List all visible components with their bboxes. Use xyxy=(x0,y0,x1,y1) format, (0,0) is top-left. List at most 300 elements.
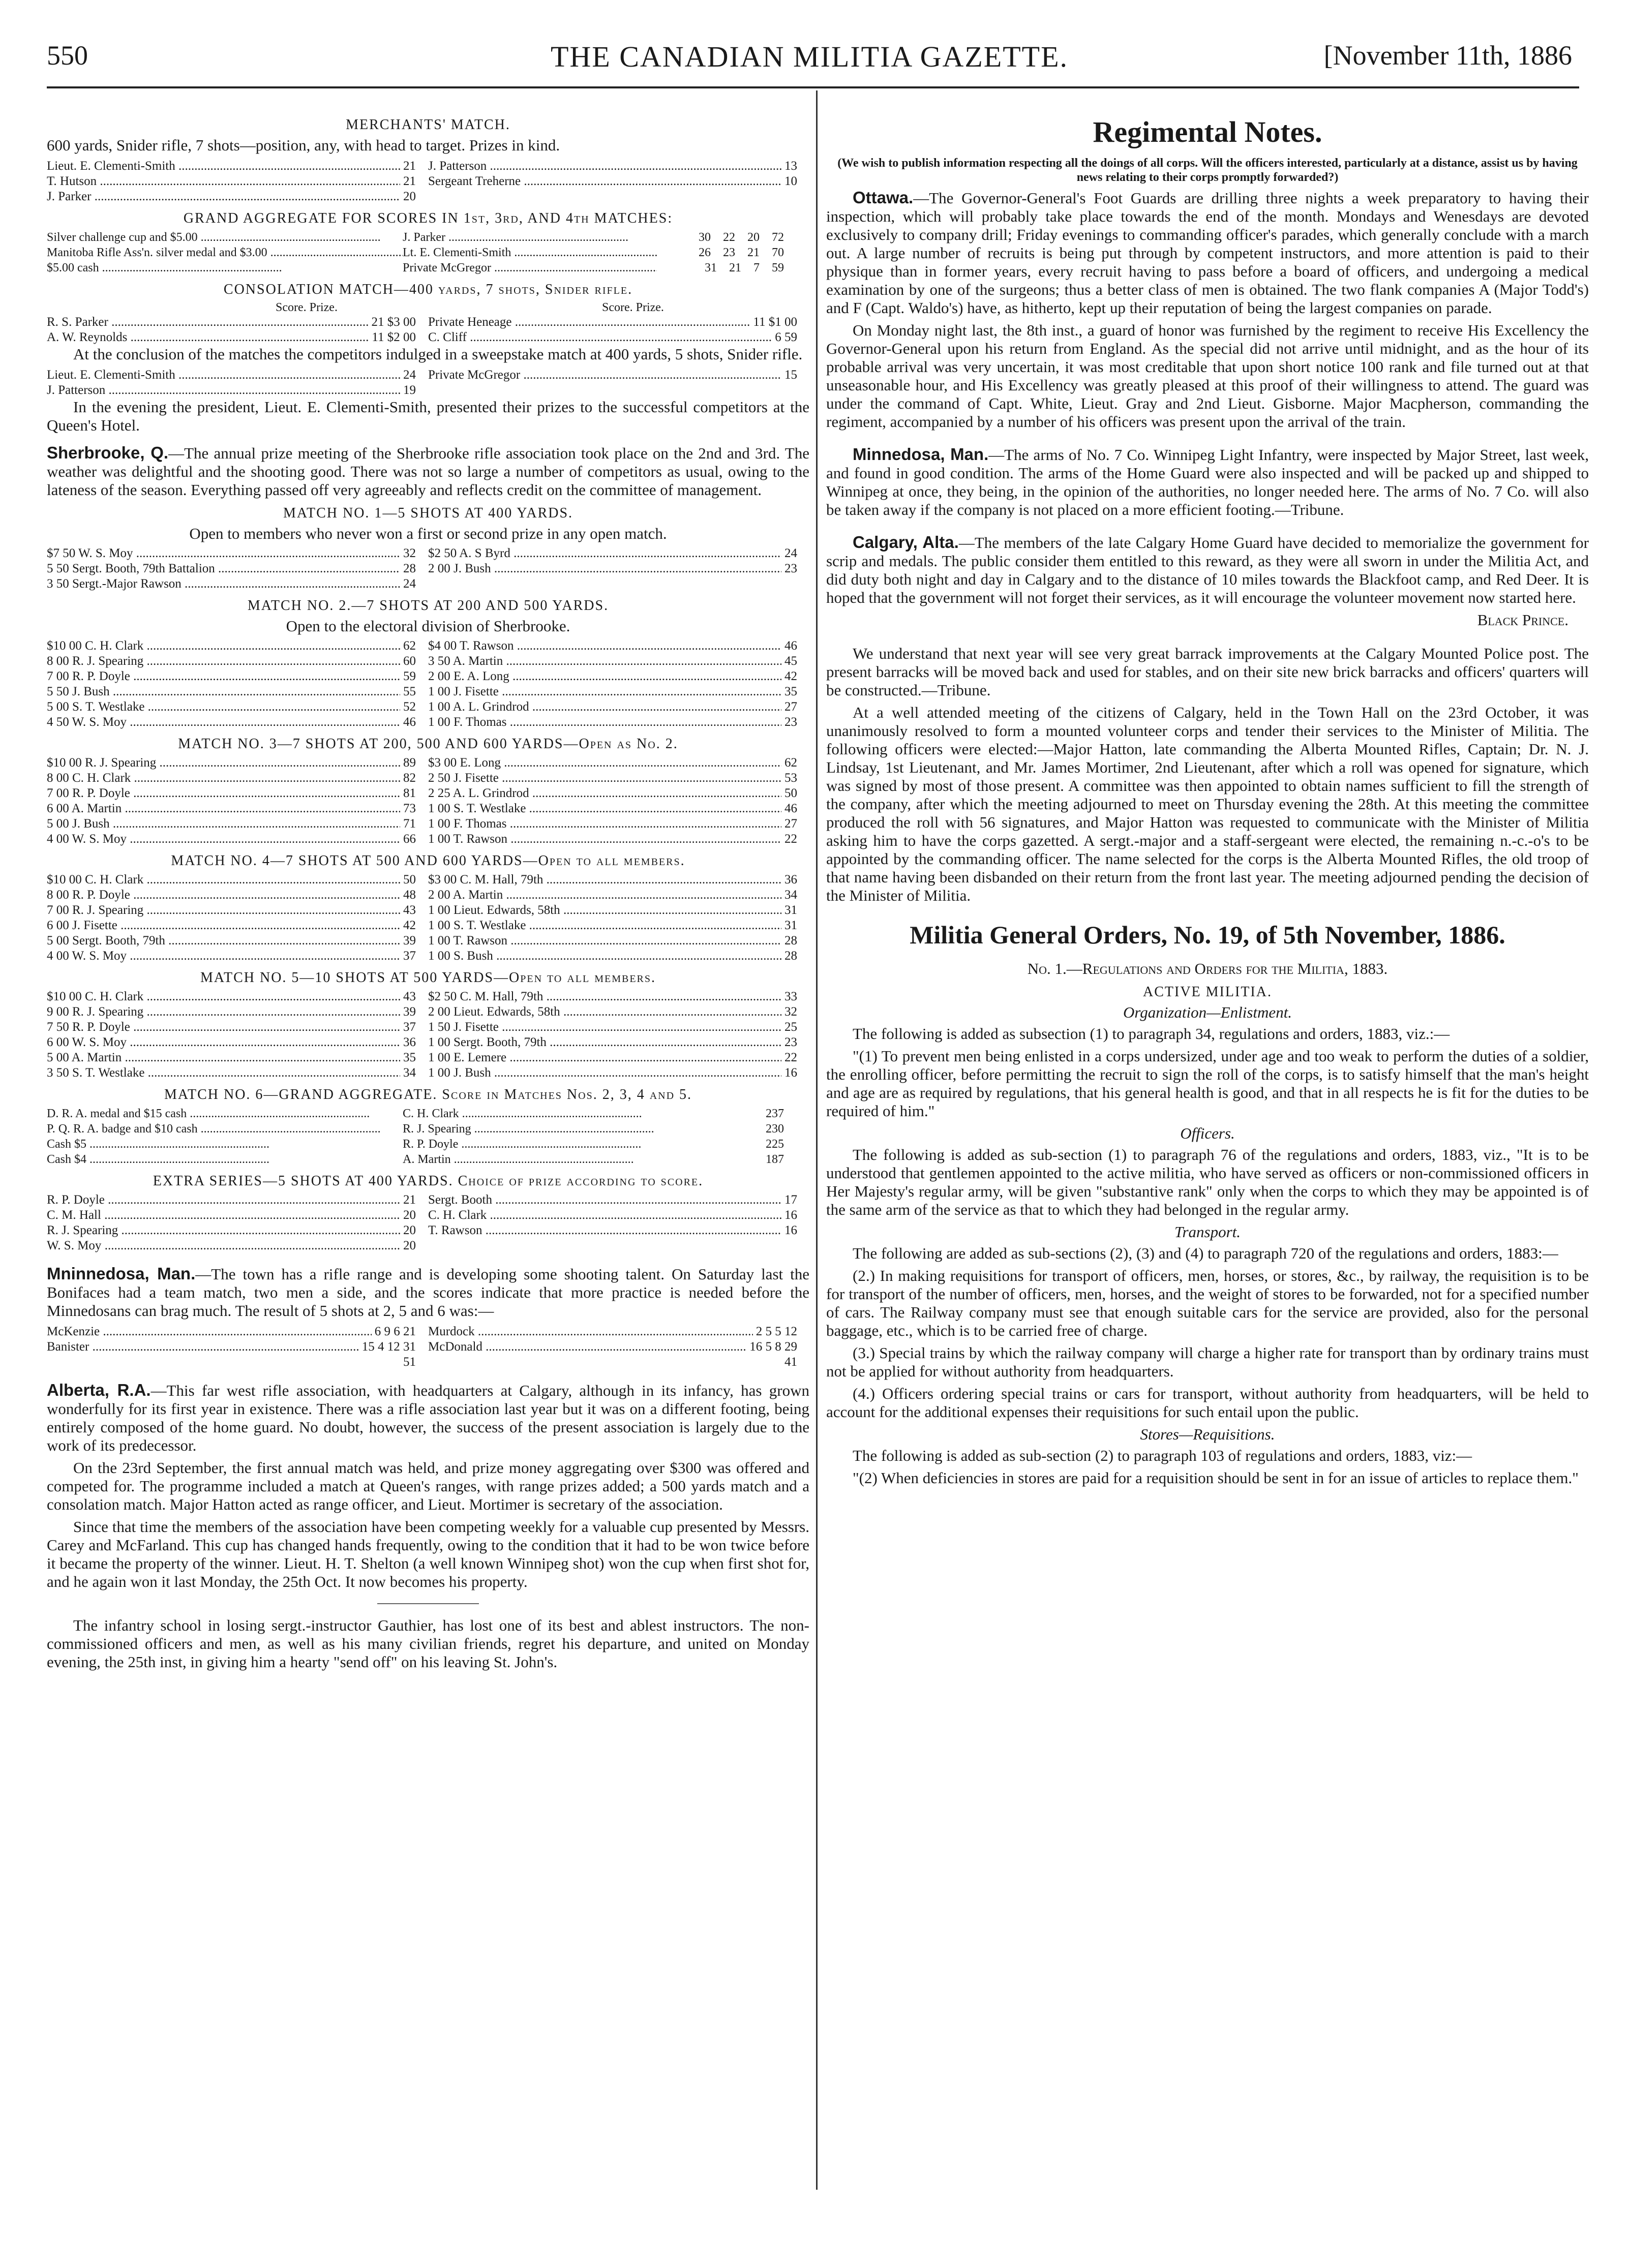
match2-subtitle: Open to the electoral division of Sherbrooke. xyxy=(286,617,570,635)
match2-table xyxy=(47,638,809,730)
competitor-name: 7 50 R. P. Doyle ..... xyxy=(47,1020,400,1035)
competitor-name: McDonald ..... xyxy=(428,1339,746,1355)
merchants-title: MERCHANTS' MATCH. xyxy=(346,117,510,133)
competitor-name: 6 00 J. Fisette ..... xyxy=(47,918,400,933)
competitor-name: Sergt. Booth ..... xyxy=(428,1192,781,1208)
score-value: 225 xyxy=(766,1138,784,1151)
score-entry-left xyxy=(47,1020,428,1035)
score-entry-left xyxy=(47,561,428,576)
score-entry-left xyxy=(47,989,428,1004)
competitor-name: $3 00 E. Long ..... xyxy=(428,755,781,771)
score-entry-right xyxy=(428,918,809,933)
active-militia: ACTIVE MILITIA. xyxy=(1143,984,1272,1000)
match3-title: MATCH NO. 3—7 SHOTS AT 200, 500 AND 600 YARDS—Open as No. 2. xyxy=(178,736,678,752)
match6-title: MATCH NO. 6—GRAND AGGREGATE. Score in Matches Nos. 2, 3, 4 and 5. xyxy=(164,1087,692,1102)
score-entry-left xyxy=(47,715,428,730)
competitor-name: 5 00 Sergt. Booth, 79th ..... xyxy=(47,933,400,948)
score-value: 13 xyxy=(784,159,797,173)
competitor-name: Private Heneage ..... xyxy=(428,315,750,330)
score-entry-right xyxy=(428,315,809,330)
score-entry-left xyxy=(47,546,428,561)
score-row xyxy=(47,771,809,786)
prize: Cash $5 ..... xyxy=(47,1137,403,1152)
score-entry-right xyxy=(428,933,809,948)
score-value: 28 xyxy=(784,949,797,963)
competitor-name: $10 00 R. J. Spearing ..... xyxy=(47,755,400,771)
transport-p3: (3.) Special trains by which the railway company will charge a higher rate for transport than by ordinary trains must not be applied for without authority from headquarters. xyxy=(826,1344,1589,1380)
score-entry-left xyxy=(47,654,428,669)
score-row xyxy=(47,989,809,1004)
grand-aggregate-table xyxy=(47,230,809,275)
score-entry-left xyxy=(47,887,428,903)
competitor-name: 2 00 A. Martin ..... xyxy=(428,887,781,903)
score-row xyxy=(47,330,809,345)
score-row xyxy=(47,1324,809,1339)
score-entry-right xyxy=(428,669,809,684)
score-entry-left xyxy=(47,1339,428,1355)
score-value: 36 xyxy=(403,1035,416,1049)
score-entry-right xyxy=(428,1192,809,1208)
score-entry-left xyxy=(47,638,428,654)
minnedosa-note-text: —The arms of No. 7 Co. Winnipeg Light Infantry, were inspected by Major Street, last week, and found in good condition. The arms of the Home Guard were also inspected and will be packed up and shipped to Winnipeg at once, they being, in the opinion of the authorities, no longer needed here. The arms of No. 7 Co. will also be taken away if the company is not placed on a more efficient footing.—Tribune. xyxy=(826,446,1589,518)
competitor-name: 7 00 R. P. Doyle ..... xyxy=(47,786,400,801)
score-entry-right xyxy=(428,771,809,786)
score-value: 82 xyxy=(403,771,416,785)
total-right: 41 xyxy=(784,1355,797,1369)
competitor-name: Lt. E. Clementi-Smith ..... xyxy=(403,245,657,260)
score-value: 37 xyxy=(403,949,416,963)
score-value: 31 xyxy=(784,903,797,917)
competitor-name: C. Cliff ..... xyxy=(428,330,772,345)
competitor-name: $2 50 A. S Byrd ..... xyxy=(428,546,781,561)
score-value: 6 9 6 21 xyxy=(374,1325,416,1338)
score-value: 46 xyxy=(784,639,797,653)
score-value: 48 xyxy=(403,888,416,902)
score-entry-left xyxy=(47,872,428,887)
score-entry-left xyxy=(47,315,428,330)
score-entry-right xyxy=(428,1339,809,1355)
left-column xyxy=(47,111,809,1675)
score-row xyxy=(47,561,809,576)
score-row xyxy=(47,903,809,918)
score-value: 36 xyxy=(784,873,797,886)
competitor-name: $10 00 C. H. Clark ..... xyxy=(47,872,400,887)
score-value: 28 xyxy=(784,934,797,947)
competitor-name: McKenzie ..... xyxy=(47,1324,372,1339)
score-value: 35 xyxy=(403,1051,416,1064)
competitor-name: $3 00 C. M. Hall, 79th ..... xyxy=(428,872,781,887)
score-value: 21 xyxy=(403,1193,416,1207)
competitor-name: Banister ..... xyxy=(47,1339,359,1355)
score-entry-left xyxy=(47,1192,428,1208)
competitor-name: Lieut. E. Clementi-Smith ..... xyxy=(47,159,400,174)
competitor-name: Murdock ..... xyxy=(428,1324,753,1339)
score-entry-right xyxy=(428,1324,809,1339)
competitor-name: 8 00 R. P. Doyle ..... xyxy=(47,887,400,903)
header-rule xyxy=(47,86,1579,88)
score-value: 23 xyxy=(784,562,797,575)
competitor-name: 7 00 R. J. Spearing ..... xyxy=(47,903,400,918)
score-row xyxy=(47,315,809,330)
score-value: 16 xyxy=(784,1208,797,1222)
score-value: 11 $2 00 xyxy=(372,330,416,344)
general-orders-no1: No. 1.—Regulations and Orders for the Militia, 1883. xyxy=(1027,960,1388,977)
competitor-name: W. S. Moy ..... xyxy=(47,1238,400,1253)
masthead-title: THE CANADIAN MILITIA GAZETTE. xyxy=(550,40,1069,73)
score-entry-left xyxy=(47,576,428,592)
competitor-name: J. Parker ..... xyxy=(403,230,657,245)
score-value: 43 xyxy=(403,903,416,917)
competitor-name: T. Rawson ..... xyxy=(428,1223,781,1238)
score-value: 20 xyxy=(403,190,416,203)
aggregate-row xyxy=(47,260,809,275)
score-entry-left xyxy=(47,933,428,948)
score-value: 22 xyxy=(784,832,797,846)
score-value: 17 xyxy=(784,1193,797,1207)
score-row xyxy=(47,715,809,730)
column-divider xyxy=(816,90,818,2190)
score-row xyxy=(47,872,809,887)
competitor-name: 2 50 J. Fisette ..... xyxy=(428,771,781,786)
score-header-left: Score. Prize. xyxy=(276,301,338,314)
score-row xyxy=(47,174,809,189)
competitor-name: 3 50 Sergt.-Major Rawson ..... xyxy=(47,576,400,592)
score-entry-left xyxy=(47,699,428,715)
minnedosa-totals xyxy=(47,1355,809,1370)
score-value: 37 xyxy=(403,1020,416,1034)
score-entry-left xyxy=(47,832,428,847)
sherbrooke-heading: Sherbrooke, Q. xyxy=(47,443,169,462)
score-value: 53 xyxy=(784,771,797,785)
prize: D. R. A. medal and $15 cash ..... xyxy=(47,1106,403,1121)
score-entry-left xyxy=(47,684,428,699)
score-row xyxy=(47,699,809,715)
ottawa-paragraph xyxy=(826,189,1589,317)
score-entry-left xyxy=(47,755,428,771)
score-value: 230 xyxy=(766,1122,784,1136)
minnedosa-heading: Mninnedosa, Man. xyxy=(47,1264,196,1283)
score-header xyxy=(47,301,809,315)
score-entry-right xyxy=(428,684,809,699)
merchants-table xyxy=(47,159,809,204)
score-value: 50 xyxy=(784,786,797,800)
score-row xyxy=(47,1020,809,1035)
competitor-name: Private McGregor ..... xyxy=(403,260,657,275)
competitor-name: R. J. Spearing ..... xyxy=(403,1121,657,1137)
calgary-paragraph xyxy=(826,533,1589,607)
score-value: 32 xyxy=(403,546,416,560)
score-entry-right xyxy=(428,887,809,903)
aggregate-row xyxy=(47,1121,809,1137)
score-row xyxy=(47,1339,809,1355)
prize: Silver challenge cup and $5.00 ..... xyxy=(47,230,403,245)
score-entry-left xyxy=(47,174,428,189)
competitor-name: 1 00 Lieut. Edwards, 58th ..... xyxy=(428,903,781,918)
score-value: 22 xyxy=(784,1051,797,1064)
competitor-name: 3 50 S. T. Westlake ..... xyxy=(47,1065,400,1081)
extra-series-title: EXTRA SERIES—5 SHOTS AT 400 YARDS. Choice of prize according to score. xyxy=(153,1173,704,1189)
match5-title: MATCH NO. 5—10 SHOTS AT 500 YARDS—Open to all members. xyxy=(200,970,656,986)
score-value: 2 5 5 12 xyxy=(756,1325,797,1338)
issue-date: [November 11th, 1886 xyxy=(1323,40,1572,71)
score-entry-right xyxy=(428,755,809,771)
match1-subtitle: Open to members who never won a first or second prize in any open match. xyxy=(189,525,667,542)
barrack-paragraph: We understand that next year will see very great barrack improvements at the Calgary Mounted Police post. The present barracks will be moved back and used for stables, and on their site new brick barracks and officers' quarters will be constructed.—Tribune. xyxy=(826,645,1589,699)
score-value: 16 5 8 29 xyxy=(749,1340,797,1354)
editor-note: (We wish to publish information respecting all the doings of all corps. Will the officers interested, particularly at a distance, assist us by having news relating to their corps promptly forwarded?) xyxy=(837,157,1578,184)
score-entry-left xyxy=(47,1238,428,1253)
score-value: 62 xyxy=(403,639,416,653)
score-row xyxy=(47,918,809,933)
competitor-name: 5 00 J. Bush ..... xyxy=(47,816,400,832)
score-value: 45 xyxy=(784,654,797,668)
score-entry-right xyxy=(428,948,809,964)
score-value: 20 xyxy=(403,1239,416,1252)
score-value: 59 xyxy=(403,669,416,683)
organization-heading: Organization—Enlistment. xyxy=(1123,1003,1292,1021)
score-entry-left xyxy=(47,786,428,801)
score-entry-right xyxy=(428,330,809,345)
score-entry-right xyxy=(428,576,809,592)
score-value: 16 xyxy=(784,1223,797,1237)
score-value: 15 4 12 31 xyxy=(361,1340,416,1354)
match4-title: MATCH NO. 4—7 SHOTS AT 500 AND 600 YARDS—Open to all members. xyxy=(171,853,685,869)
calgary-heading: Calgary, Alta. xyxy=(853,533,959,551)
match5-table xyxy=(47,989,809,1081)
minnedosa-paragraph xyxy=(47,1265,809,1320)
general-orders-title: Militia General Orders, No. 19, of 5th November, 1886. xyxy=(910,921,1505,949)
score-entry-right xyxy=(428,159,809,174)
score-entry-left xyxy=(47,903,428,918)
competitor-name: 7 00 R. P. Doyle ..... xyxy=(47,669,400,684)
score-value: 46 xyxy=(784,802,797,815)
score-entry-left xyxy=(47,1035,428,1050)
score-row xyxy=(47,887,809,903)
competitor-name: 1 00 A. L. Grindrod ..... xyxy=(428,699,781,715)
score-value: 46 xyxy=(403,715,416,729)
regimental-notes-title: Regimental Notes. xyxy=(1093,115,1322,148)
score-value: 31 xyxy=(784,918,797,932)
score-value: 52 xyxy=(403,700,416,714)
aggregate-row xyxy=(47,230,809,245)
score-value: 28 xyxy=(403,562,416,575)
score-entry-right xyxy=(428,699,809,715)
competitor-name: 2 00 E. A. Long ..... xyxy=(428,669,781,684)
competitor-name: 1 00 F. Thomas ..... xyxy=(428,816,781,832)
competitor-name: R. P. Doyle ..... xyxy=(47,1192,400,1208)
score-value: 237 xyxy=(766,1107,784,1120)
score-value: 31 21 7 59 xyxy=(705,261,784,274)
score-entry-left xyxy=(47,383,428,398)
competitor-name: 6 00 A. Martin ..... xyxy=(47,801,400,816)
score-row xyxy=(47,638,809,654)
score-entry-left xyxy=(47,1223,428,1238)
competitor-name: 4 00 W. S. Moy ..... xyxy=(47,832,400,847)
score-entry-left xyxy=(47,189,428,204)
competitor-name: C. M. Hall ..... xyxy=(47,1208,400,1223)
score-entry-right xyxy=(428,903,809,918)
competitor-name: 8 00 C. H. Clark ..... xyxy=(47,771,400,786)
score-value: 89 xyxy=(403,756,416,770)
ottawa-paragraph-2: On Monday night last, the 8th inst., a guard of honor was furnished by the regiment to receive His Excellency the Governor-General upon his return from England. As the special did not arrive until midnight, and as the hour of its probable arrival was very uncertain, it was most creditable that upon short notice 100 rank and file turned out at that unseasonable hour, and His Excellency was greatly pleased at this proof of their willingness to attend. The guard was under the command of Capt. White, Lieut. Gray and 2nd Lieut. Gisborne. Major Macpherson, commanding the regiment, accompanied by a number of his officers was present upon the arrival of the train. xyxy=(826,321,1589,431)
score-entry-left xyxy=(47,771,428,786)
score-entry-left xyxy=(47,1004,428,1020)
score-entry-right xyxy=(428,189,809,204)
match2-title: MATCH NO. 2.—7 SHOTS AT 200 AND 500 YARDS. xyxy=(247,598,609,614)
score-header-right: Score. Prize. xyxy=(601,301,664,314)
prize: Cash $4 ..... xyxy=(47,1152,403,1167)
score-row xyxy=(47,1208,809,1223)
stores-p2: "(2) When deficiencies in stores are paid for a requisition should be sent in for an issue of articles to replace them." xyxy=(853,1469,1579,1487)
score-value: 50 xyxy=(403,873,416,886)
score-entry-right xyxy=(428,872,809,887)
competitor-name: 5 50 Sergt. Booth, 79th Battalion ..... xyxy=(47,561,400,576)
competitor-name: Sergeant Treherne ..... xyxy=(428,174,781,189)
competitor-name: 1 00 T. Rawson ..... xyxy=(428,933,781,948)
score-row xyxy=(47,159,809,174)
transport-p1: The following are added as sub-sections (2), (3) and (4) to paragraph 720 of the regulations and orders, 1883:— xyxy=(853,1244,1558,1262)
competitor-name: 1 00 T. Rawson ..... xyxy=(428,832,781,847)
prize: P. Q. R. A. badge and $10 cash ..... xyxy=(47,1121,403,1137)
score-entry-left xyxy=(47,1208,428,1223)
score-value: 21 xyxy=(403,159,416,173)
match1-table xyxy=(47,546,809,592)
score-entry-left xyxy=(47,948,428,964)
competitor-name: 2 25 A. L. Grindrod ..... xyxy=(428,786,781,801)
competitor-name: $2 50 C. M. Hall, 79th ..... xyxy=(428,989,781,1004)
minnedosa-note-heading: Minnedosa, Man. xyxy=(853,445,989,464)
score-entry-right xyxy=(428,1065,809,1081)
transport-heading: Transport. xyxy=(1174,1223,1241,1241)
score-entry-left xyxy=(47,918,428,933)
competitor-name: J. Patterson ..... xyxy=(428,159,781,174)
sherbrooke-text: —The annual prize meeting of the Sherbrooke rifle association took place on the 2nd and 3rd. The weather was delightful and the shooting good. There was not so large a number of competitors as usual, owing to the lateness of the season. Everything passed off very agreeably and reflects credit on the committee of management. xyxy=(47,444,809,499)
section-separator xyxy=(377,1603,479,1604)
aggregate-row xyxy=(47,1152,809,1167)
competitor-name: 1 00 E. Lemere ..... xyxy=(428,1050,781,1065)
score-value: 55 xyxy=(403,685,416,698)
score-row xyxy=(47,816,809,832)
score-value: 10 xyxy=(784,174,797,188)
score-row xyxy=(47,1223,809,1238)
score-row xyxy=(47,367,809,383)
score-row xyxy=(47,933,809,948)
competitor-name: $4 00 T. Rawson ..... xyxy=(428,638,781,654)
competitor-name: Private McGregor ..... xyxy=(428,367,781,383)
score-row xyxy=(47,546,809,561)
score-row xyxy=(47,1238,809,1253)
competitor-name: 5 00 A. Martin ..... xyxy=(47,1050,400,1065)
competitor-name: 4 50 W. S. Moy ..... xyxy=(47,715,400,730)
score-value: 20 xyxy=(403,1223,416,1237)
sherbrooke-paragraph xyxy=(47,444,809,499)
score-entry-left xyxy=(47,801,428,816)
score-entry-left xyxy=(47,816,428,832)
evening-paragraph: In the evening the president, Lieut. E. Clementi-Smith, presented their prizes to the successful competitors at the Queen's Hotel. xyxy=(47,398,809,434)
competitor-name: 1 00 J. Bush ..... xyxy=(428,1065,781,1081)
score-row xyxy=(47,576,809,592)
score-entry-right xyxy=(428,638,809,654)
transport-p2: (2.) In making requisitions for transport of officers, men, horses, or stores, &c., by railway, the requisition is to be for transport of the number of officers, men, horses, and the weight of stores to be forwarded, not for a specified number of cars. The Railway company must see that enough suitable cars for the service are provided, also for the personal baggage, etc., which is to be carried free of charge. xyxy=(826,1267,1589,1339)
score-entry-right xyxy=(428,561,809,576)
aggregate-row xyxy=(47,245,809,260)
competitor-name: C. H. Clark ..... xyxy=(428,1208,781,1223)
stores-p1: The following is added as sub-section (2) to paragraph 103 of regulations and orders, 1883, viz:— xyxy=(853,1447,1472,1464)
score-entry-right xyxy=(428,654,809,669)
score-row xyxy=(47,383,809,398)
score-value: 16 xyxy=(784,1066,797,1080)
score-value: 39 xyxy=(403,934,416,947)
competitor-name: T. Hutson ..... xyxy=(47,174,400,189)
score-entry-right xyxy=(428,546,809,561)
total-left: 51 xyxy=(403,1355,416,1369)
prize: $5.00 cash ..... xyxy=(47,260,403,275)
prize: Manitoba Rifle Ass'n. silver medal and $3.00 ..... xyxy=(47,245,403,260)
page-header xyxy=(47,40,1572,85)
score-entry-right xyxy=(428,1050,809,1065)
competitor-name: 1 00 F. Thomas ..... xyxy=(428,715,781,730)
sweep-intro: At the conclusion of the matches the competitors indulged in a sweepstake match at 400 yards, 5 shots, Snider rifle. xyxy=(73,345,803,363)
alberta-text: —This far west rifle association, with headquarters at Calgary, although in its infancy, has grown wonderfully for its first year in existence. There was a rifle association last year but it was on a different footing, being entirely composed of the home guard. No doubt, however, the success of the present association is largely due to the work of its predecessor. xyxy=(47,1382,809,1454)
competitor-name: 1 50 J. Fisette ..... xyxy=(428,1020,781,1035)
score-entry-left xyxy=(47,1324,428,1339)
officers-heading: Officers. xyxy=(1180,1124,1235,1142)
score-value: 62 xyxy=(784,756,797,770)
minnedosa-text: —The town has a rifle range and is developing some shooting talent. On Saturday last the Bonifaces had a team match, two men a side, and the scores indicate that more practice is needed before the Minnedosans can brag much. The result of 5 shots at 2, 5 and 6 was:— xyxy=(47,1265,809,1320)
score-entry-right xyxy=(428,1035,809,1050)
score-row xyxy=(47,1035,809,1050)
extra-series-table xyxy=(47,1192,809,1253)
score-row xyxy=(47,684,809,699)
score-value: 27 xyxy=(784,817,797,831)
competitor-name: R. P. Doyle ..... xyxy=(403,1137,657,1152)
score-row xyxy=(47,801,809,816)
score-entry-left xyxy=(47,159,428,174)
organization-p2: "(1) To prevent men being enlisted in a corps undersized, under age and too weak to perform the duties of a soldier, the enrolling officer, before permitting the recruit to sign the roll of the corps, is to satisfy himself that the man's height and age are as required by regulations, that his general health is good, and that in all respects he is fit for the duties to be required of him." xyxy=(826,1047,1589,1120)
competitor-name: $10 00 C. H. Clark ..... xyxy=(47,638,400,654)
score-value: 27 xyxy=(784,700,797,714)
score-value: 42 xyxy=(403,918,416,932)
competitor-name: 5 00 S. T. Westlake ..... xyxy=(47,699,400,715)
transport-p4: (4.) Officers ordering special trains or cars for transport, without authority from headquarters, will be held to account for the additional expenses their requisitions for such entail upon the public. xyxy=(826,1385,1589,1421)
score-row xyxy=(47,189,809,204)
score-value: 19 xyxy=(403,383,416,397)
score-entry-right xyxy=(428,1020,809,1035)
ottawa-heading: Ottawa. xyxy=(853,188,914,207)
score-value: 30 22 20 72 xyxy=(699,231,784,244)
minnedosa-table xyxy=(47,1324,809,1355)
score-entry-right xyxy=(428,801,809,816)
match3-table xyxy=(47,755,809,847)
score-value: 23 xyxy=(784,1035,797,1049)
score-entry-right xyxy=(428,1223,809,1238)
score-value: 20 xyxy=(403,1208,416,1222)
grand-aggregate-title: GRAND AGGREGATE FOR SCORES IN 1st, 3rd, AND 4th MATCHES: xyxy=(183,210,673,226)
score-value: 39 xyxy=(403,1005,416,1019)
competitor-name: 1 00 S. T. Westlake ..... xyxy=(428,801,781,816)
score-row xyxy=(47,832,809,847)
competitor-name: 1 00 Sergt. Booth, 79th ..... xyxy=(428,1035,781,1050)
score-value: 6 59 xyxy=(775,330,797,344)
score-row xyxy=(47,669,809,684)
score-entry-right xyxy=(428,832,809,847)
score-value: 33 xyxy=(784,990,797,1003)
score-value: 21 $3 00 xyxy=(371,315,416,329)
score-entry-right xyxy=(428,715,809,730)
score-value: 34 xyxy=(403,1066,416,1080)
sweep-table xyxy=(47,367,809,398)
score-value: 34 xyxy=(784,888,797,902)
